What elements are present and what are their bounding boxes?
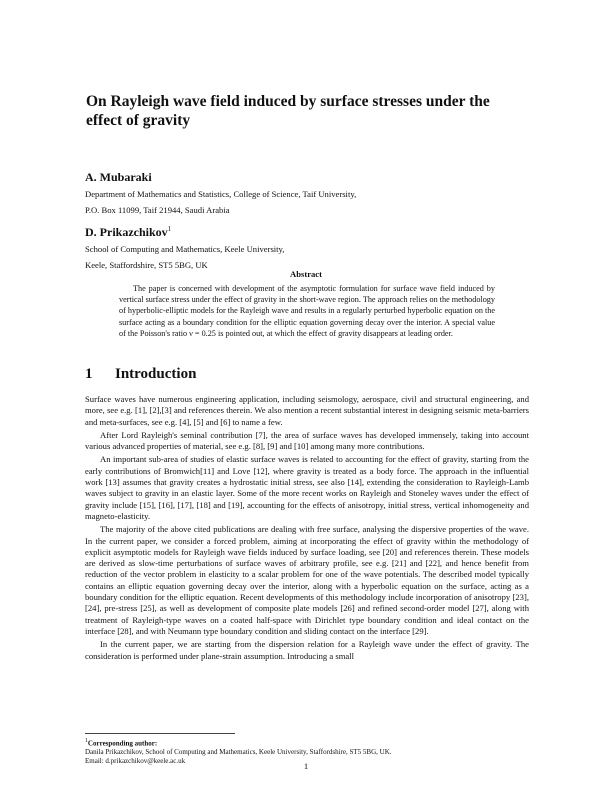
paper-title: On Rayleigh wave field induced by surface stresses under the effect of gravity xyxy=(86,93,490,129)
body-paragraph: In the current paper, we are starting from the dispersion relation for a Rayleigh wave under the effect of gravity. The consideration is performed under plane-strain assumption. Introducing a small xyxy=(85,639,529,661)
author-1 xyxy=(85,170,530,218)
author-affiliation-line: Keele, Staffordshire, ST5 5BG, UK xyxy=(85,260,208,270)
section-body xyxy=(85,394,529,664)
section-title: Introduction xyxy=(115,366,197,382)
footnote-marker: 1 xyxy=(167,225,172,233)
footnote-email[interactable]: Email: d.prikazchikov@keele.ac.uk xyxy=(85,757,186,766)
body-paragraph: An important sub-area of studies of elastic surface waves is related to accounting for the effect of gravity, starting from the early contributions of Bromwich[11] and Love [12], where gravity is treated as a body force. The approach in the influential work [13] assumes that gravity creates a hydrostatic initial stress, see also [14], extending the consideration to Rayleigh-Lamb waves subject to gravity in an elastic layer. Some of the more recent works on Rayleigh and Stoneley waves under the effect of gravity include [15], [16], [17], [18] and [19], accounting for the effects of anisotropy, initial stress, vertical inhomogeneity and magneto-elasticity. xyxy=(85,454,529,521)
section-number: 1 xyxy=(85,366,93,382)
author-2 xyxy=(85,222,530,273)
abstract-heading: Abstract xyxy=(290,269,322,279)
body-paragraph: The majority of the above cited publications are dealing with free surface, analysing the dispersive properties of the wave. In the current paper, we consider a forced problem, aiming at incorporating the effect of gravity within the methodology of explicit asymptotic models for Rayleigh wave fields induced by surface loading, see [20] and references therein. These models are derived as slow-time perturbations of surface waves of arbitrary profile, see e.g. [21] and [22], and hence benefit from reduction of the vector problem in elasticity to a scalar problem for one of the wave potentials. The described model typically contains an elliptic equation governing decay over the interior, along with a hyperbolic equation on the surface, acting as a boundary condition for the elliptic equation. Recent developments of this methodology include incorporation of anisotropy [23], [24], pre-stress [25], as well as development of composite plate models [26] and refined second-order model [27], along with treatment of Rayleigh-type waves on a coated half-space with Dirichlet type boundary condition and ideal contact on the interface [28], and with Neumann type boundary condition and sliding contact on the interface [29]. xyxy=(85,524,529,636)
body-paragraph: Surface waves have numerous engineering application, including seismology, aerospace, civil and structural engineering, and more, see e.g. [1], [2],[3] and references therein. We also mention a recent substantial interest in designing seismic meta-barriers and meta-surfaces, see e.g. [4], [5] and [6] to name a few. xyxy=(85,394,529,427)
author-affiliation-line: P.O. Box 11099, Taif 21944, Saudi Arabia xyxy=(85,205,230,215)
author-affiliation-line: School of Computing and Mathematics, Keele University, xyxy=(85,244,285,254)
author-affiliation-line: Department of Mathematics and Statistics, College of Science, Taif University, xyxy=(85,189,357,199)
section-heading xyxy=(85,366,196,383)
page-number: 1 xyxy=(303,761,309,771)
footnote-marker: 1 xyxy=(85,738,88,744)
author-name: A. Mubaraki xyxy=(85,170,152,184)
footnote-divider xyxy=(85,733,235,734)
author-name: D. Prikazchikov$^1$ xyxy=(85,225,172,239)
abstract-text: The paper is concerned with development of the asymptotic formulation for surface wave field induced by vertical surface stress under the effect of gravity in the short-wave region. The approach relies on the methodology of hyperbolic-elliptic models for the Rayleigh wave and results in a regularly perturbed hyperbolic equation on the surface acting as a boundary condition for the elliptic equation governing decay over the interior. A special value of the Poisson's ratio ν = 0.25 is pointed out, at which the effect of gravity disappears at leading order. xyxy=(119,284,495,338)
body-paragraph: After Lord Rayleigh's seminal contribution [7], the area of surface waves has developed immensely, taking into account various advanced properties of material, see e.g. [8], [9] and [10] among many more contributions. xyxy=(85,429,529,452)
footnote-heading: Corresponding author: xyxy=(87,739,158,748)
footnote-address: Danila Prikazchikov, School of Computing and Mathematics, Keele University, Staffordshire, ST5 5BG, UK. xyxy=(85,748,392,757)
